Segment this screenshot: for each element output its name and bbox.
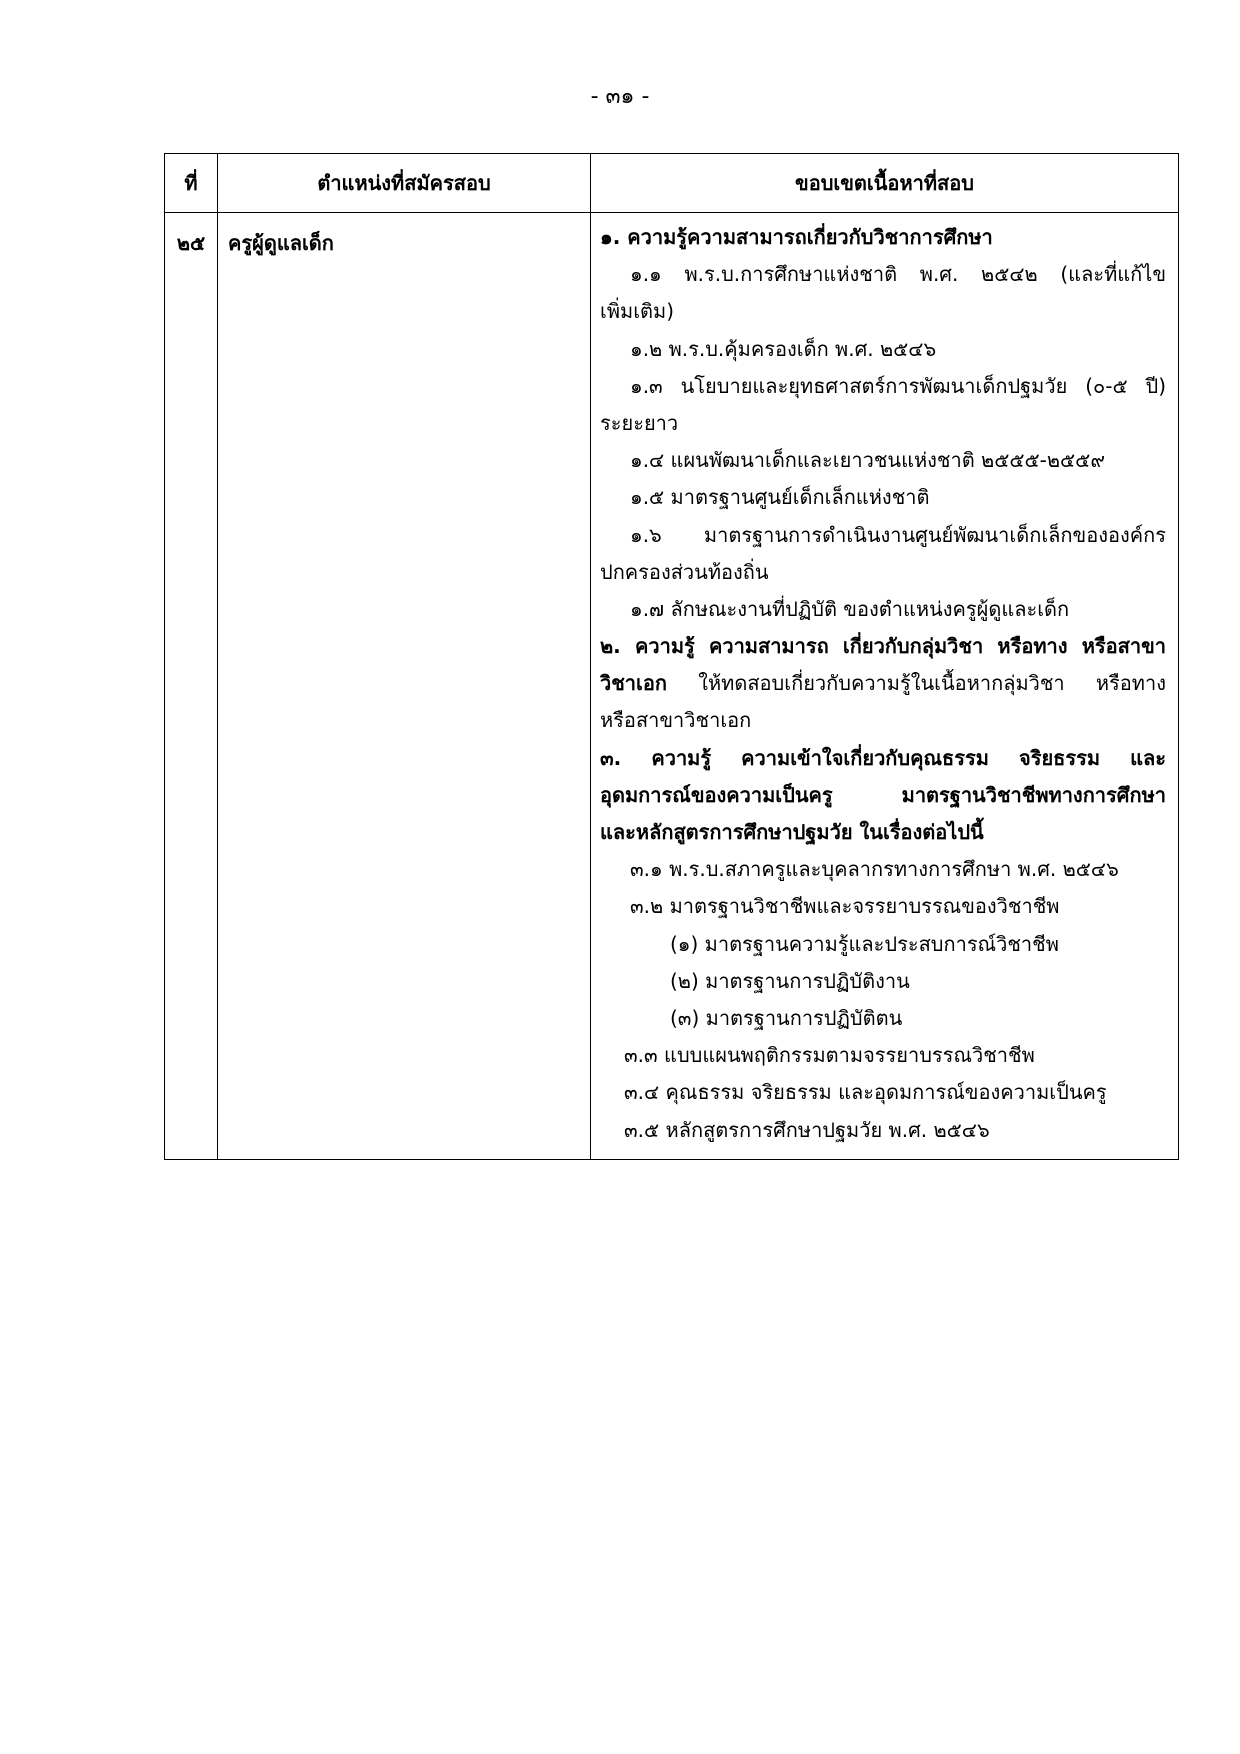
section-2-heading: ๒. ความรู้ ความสามารถ เกี่ยวกับกลุ่มวิชา หรือทาง หรือสาขา [600,634,1166,659]
exam-scope-table [164,153,1179,1160]
section-3-heading-cont: อุดมการณ์ของความเป็นครู มาตรฐานวิชาชีพทางการศึกษา [600,782,1166,807]
item-3-2: ๓.๒ มาตรฐานวิชาชีพและจรรยาบรรณของวิชาชีพ [630,894,1060,919]
item-3-5: ๓.๕ หลักสูตรการศึกษาปฐมวัย พ.ศ. ๒๕๔๖ [624,1117,990,1142]
section-3-heading: ๓. ความรู้ ความเข้าใจเกี่ยวกับคุณธรรม จริยธรรม และ [600,745,1166,770]
section-2-text: ให้ทดสอบเกี่ยวกับความรู้ในเนื้อหากลุ่มวิชา หรือทาง [667,671,1166,696]
item-3-2-2: (๒) มาตรฐานการปฏิบัติงาน [670,968,910,993]
item-1-5: ๑.๕ มาตรฐานศูนย์เด็กเล็กแห่งชาติ [630,485,930,510]
item-3-1: ๓.๑ พ.ร.บ.สภาครูและบุคลากรทางการศึกษา พ.ศ. ๒๕๔๖ [630,857,1119,882]
item-1-3-cont: ระยะยาว [600,410,679,435]
header-scope: ขอบเขตเนื้อหาที่สอบ [591,154,1179,213]
section-1-heading: ๑. ความรู้ความสามารถเกี่ยวกับวิชาการศึกษา [600,225,993,249]
table-header-row [165,154,1179,213]
page-number: - ๓๑ - [590,84,650,109]
item-1-4: ๑.๔ แผนพัฒนาเด็กและเยาวชนแห่งชาติ ๒๕๕๕-๒๕๕๙ [630,448,1105,473]
section-2-line-2 [600,665,1166,702]
item-1-2: ๑.๒ พ.ร.บ.คุ้มครองเด็ก พ.ศ. ๒๕๔๖ [630,336,937,361]
section-3-heading-end: และหลักสูตรการศึกษาปฐมวัย ในเรื่องต่อไปนี้ [600,820,984,844]
item-3-2-1: (๑) มาตรฐานความรู้และประสบการณ์วิชาชีพ [670,931,1059,956]
item-1-1: ๑.๑ พ.ร.บ.การศึกษาแห่งชาติ พ.ศ. ๒๕๔๒ (และที่แก้ไข [630,262,1166,287]
item-3-2-3: (๓) มาตรฐานการปฏิบัติตน [670,1005,903,1030]
item-1-1-cont: เพิ่มเติม) [600,299,675,324]
item-3-4: ๓.๔ คุณธรรม จริยธรรม และอุดมการณ์ของความเป็นครู [624,1080,1107,1105]
item-1-6: ๑.๖ มาตรฐานการดำเนินงานศูนย์พัฒนาเด็กเล็กขององค์กร [630,522,1166,547]
item-3-3: ๓.๓ แบบแผนพฤติกรรมตามจรรยาบรรณวิชาชีพ [624,1043,1035,1068]
section-2-text-cont: หรือสาขาวิชาเอก [600,708,752,733]
row-number: ๒๕ [165,213,218,1160]
scope-cell [591,213,1179,1160]
section-2-heading-cont: วิชาเอก [600,671,667,696]
item-1-6-cont: ปกครองส่วนท้องถิ่น [600,559,769,584]
header-position: ตำแหน่งที่สมัครสอบ [218,154,591,213]
table-row [165,213,1179,1160]
item-1-3: ๑.๓ นโยบายและยุทธศาสตร์การพัฒนาเด็กปฐมวัย (๐-๕ ปี) [630,373,1166,398]
header-no: ที่ [165,154,218,213]
position-name: ครูผู้ดูแลเด็ก [218,213,591,1160]
item-1-7: ๑.๗ ลักษณะงานที่ปฏิบัติ ของตำแหน่งครูผู้ดูและเด็ก [630,596,1070,621]
